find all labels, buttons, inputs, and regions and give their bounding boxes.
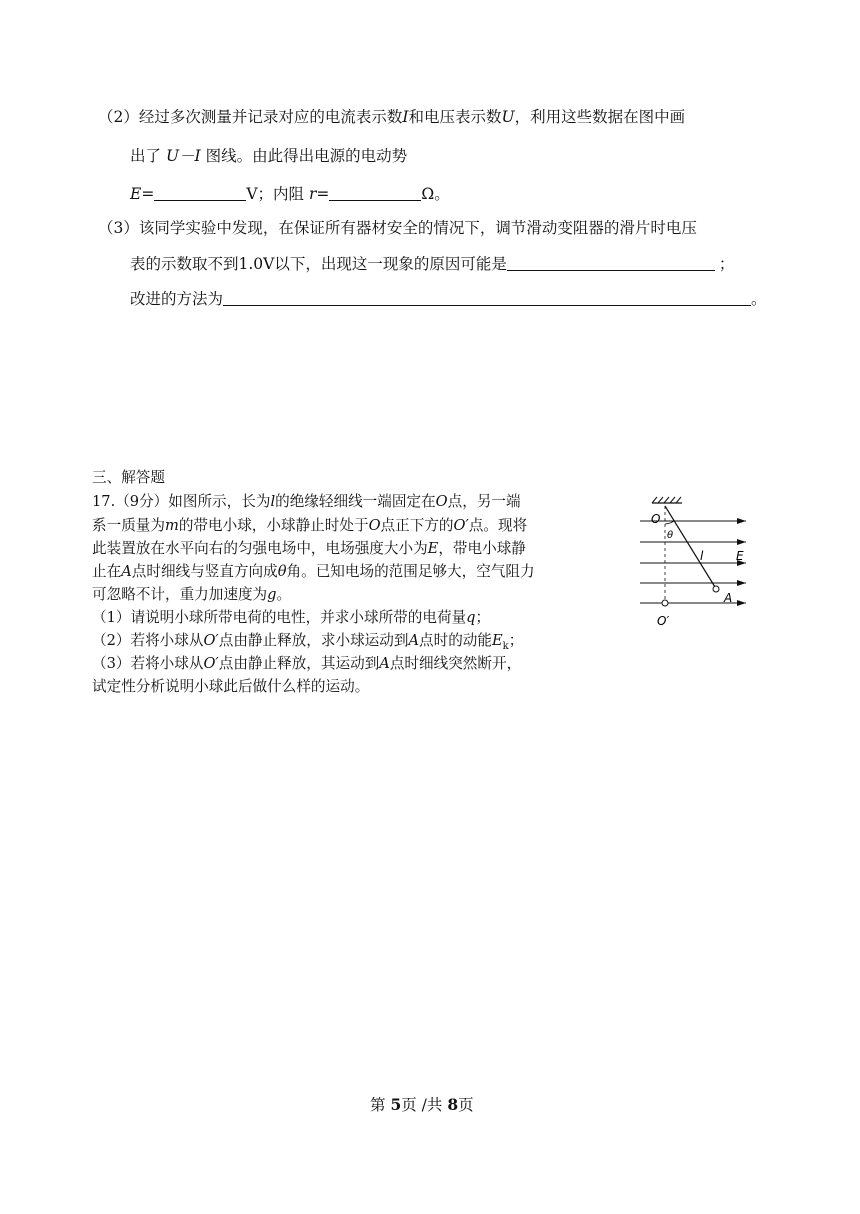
q16-part3-line1: （3）该同学实验中发现，在保证所有器材安全的情况下，调节滑动变阻器的滑片时电压 [98, 219, 697, 237]
q17-subquestion-3: （3）若将小球从O′点由静止释放，其运动到A点时细线突然断开， [92, 655, 522, 672]
page-footer: 第 5页 /共 8页 [370, 1095, 474, 1114]
label-o: O [651, 512, 661, 526]
q17-line3: 此装置放在水平向右的匀强电场中，电场强度大小为E，带电小球静 [92, 540, 526, 557]
ceiling-hatch [652, 497, 681, 503]
emf-answer-blank[interactable] [154, 199, 246, 201]
reason-answer-blank[interactable] [507, 269, 715, 271]
q17-subquestion-1: （1）请说明小球所带电荷的电性，并求小球所带的电荷量q； [92, 609, 491, 626]
label-o-prime: O′ [657, 614, 670, 628]
q16-part2-line1: （2）经过多次测量并记录对应的电流表示数I和电压表示数U，利用这些数据在图中画 [98, 108, 686, 126]
label-l: l [700, 549, 704, 563]
ball-a [713, 586, 719, 592]
q16-part3-line3: 改进的方法为 。 [130, 290, 767, 308]
label-theta: θ [667, 530, 674, 541]
q17-line1: 17.（9分）如图所示，长为l的绝缘轻细线一端固定在O点，另一端 [92, 493, 521, 510]
q16-part2-line2: 出了 U－I 图线。由此得出电源的电动势 [130, 147, 408, 165]
improvement-answer-blank[interactable] [223, 304, 751, 306]
q16-emf-line: E= V；内阻 r= Ω。 [130, 185, 450, 203]
label-e: E [736, 549, 744, 563]
resistance-answer-blank[interactable] [329, 199, 421, 201]
label-a: A [724, 591, 733, 605]
section-title: 三、解答题 [92, 469, 165, 486]
q17-line2: 系一质量为m的带电小球，小球静止时处于O点正下方的O′点。现将 [92, 517, 528, 534]
q17-subquestion-2: （2）若将小球从O′点由静止释放，求小球运动到A点时的动能$E_k$； [92, 632, 524, 652]
q16-part3-line2: 表的示数取不到1.0V以下，出现这一现象的原因可能是 ； [130, 255, 735, 273]
electric-field-pendulum-figure [630, 494, 760, 634]
string-line [665, 506, 715, 587]
q17-line5: 可忽略不计，重力加速度为g。 [92, 586, 292, 603]
q17-line4: 止在A点时细线与竖直方向成θ角。已知电场的范围足够大，空气阻力 [92, 563, 535, 580]
point-o-prime [662, 600, 668, 606]
q17-subquestion-3-cont: 试定性分析说明小球此后做什么样的运动。 [92, 678, 370, 695]
